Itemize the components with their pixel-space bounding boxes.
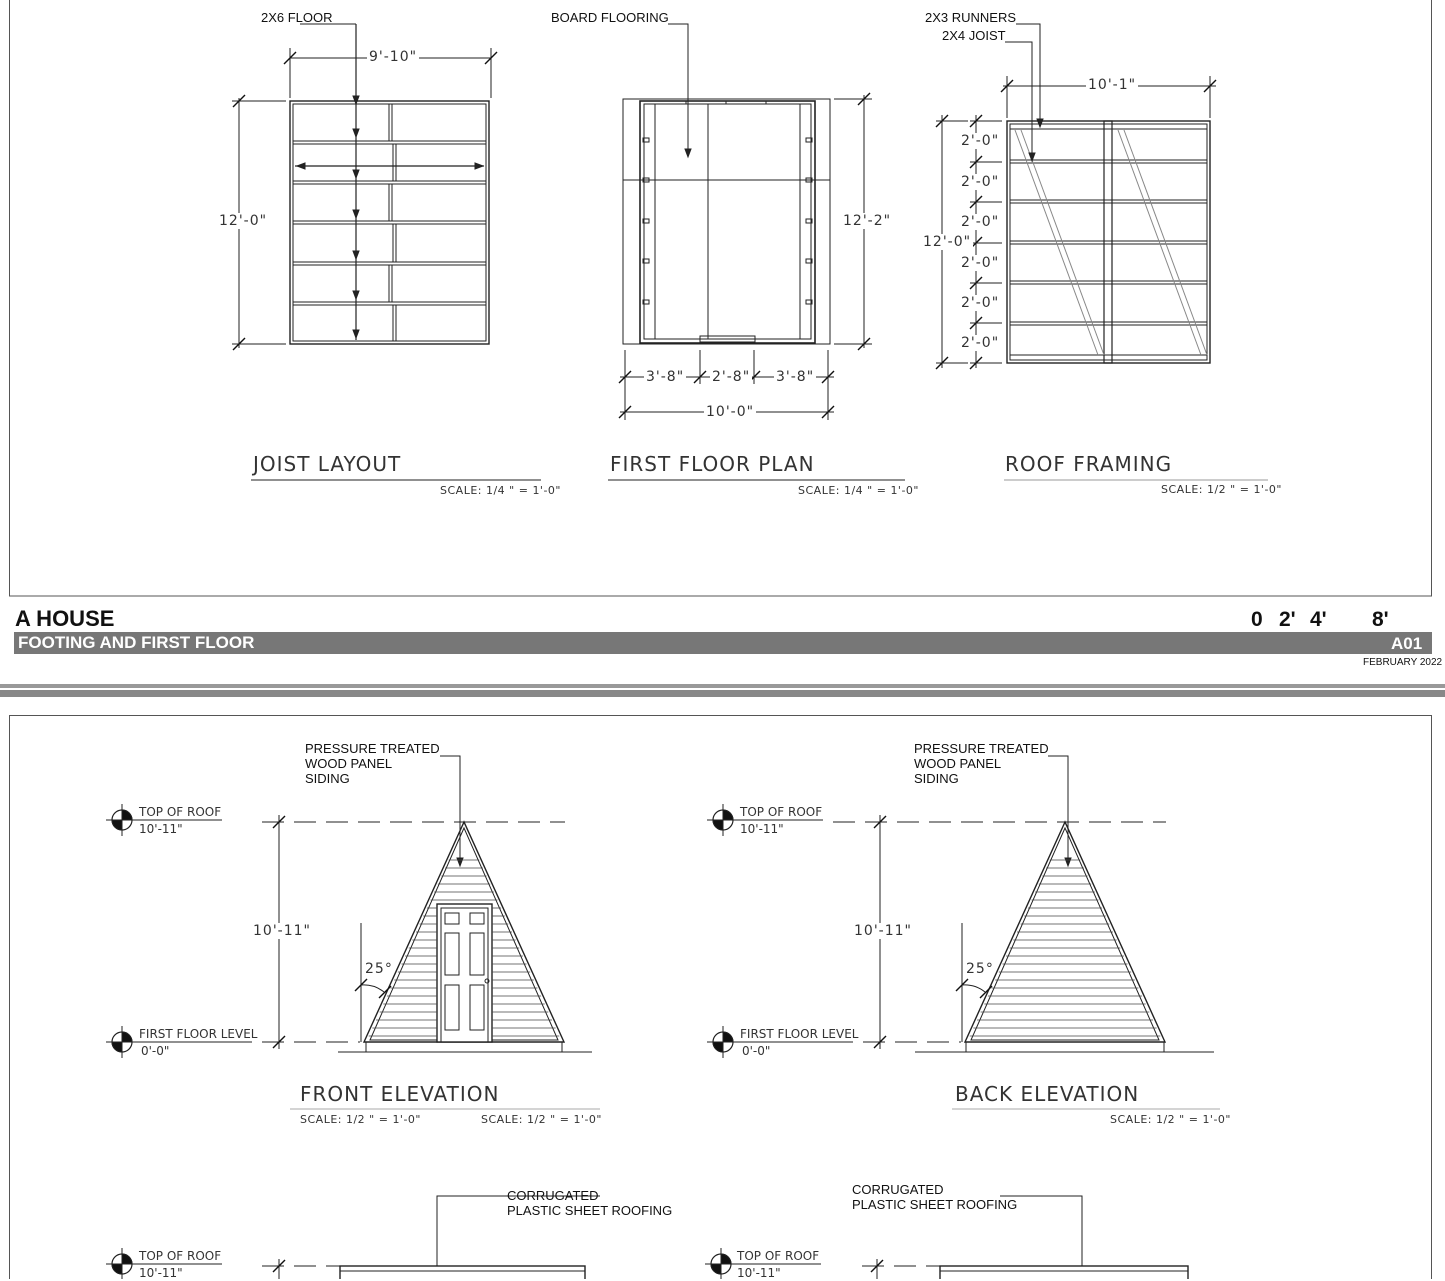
joist-callout: 2X6 FLOOR: [261, 10, 333, 25]
front-top-of-roof-label: TOP OF ROOF: [139, 805, 222, 819]
back-floor-level-value: 0'-0": [742, 1044, 771, 1058]
front-callout-line1: PRESSURE TREATED: [305, 741, 440, 756]
roof-total-dim: 12'-0": [923, 234, 972, 250]
side-right-top-of-roof-value: 10'-11": [737, 1266, 781, 1280]
back-top-of-roof-value: 10'-11": [740, 822, 784, 836]
project-name: A HOUSE: [15, 606, 115, 631]
joist-height-dim: 12'-0": [219, 213, 268, 229]
sheet2-border: [10, 716, 1432, 1280]
back-top-of-roof-label: TOP OF ROOF: [740, 805, 823, 819]
front-floor-level-value: 0'-0": [141, 1044, 170, 1058]
roof-spacing-4: 2'-0": [961, 255, 1000, 271]
side-left-callout-line1: CORRUGATED: [507, 1188, 599, 1203]
first-floor-plan-drawing: [608, 24, 905, 480]
roof-spacing-2: 2'-0": [961, 174, 1000, 190]
plan-dim-total: 10'-0": [706, 404, 755, 420]
front-scale-left: SCALE: 1/2 " = 1'-0": [300, 1113, 421, 1126]
sheet-number: A01: [1391, 634, 1423, 653]
roof-spacing-6: 2'-0": [961, 335, 1000, 351]
scale-label-2: 2': [1279, 608, 1296, 631]
plan-scale: SCALE: 1/4 " = 1'-0": [798, 484, 919, 497]
front-floor-level-label: FIRST FLOOR LEVEL: [139, 1027, 258, 1041]
back-callout-line1: PRESSURE TREATED: [914, 741, 1049, 756]
plan-dim-seg1: 3'-8": [646, 369, 685, 385]
front-callout-line2: WOOD PANEL: [305, 756, 393, 771]
roof-spacing-1: 2'-0": [961, 133, 1000, 149]
front-top-of-roof-value: 10'-11": [139, 822, 183, 836]
back-floor-level-label: FIRST FLOOR LEVEL: [740, 1027, 859, 1041]
side-left-top-of-roof-label: TOP OF ROOF: [139, 1249, 222, 1263]
first-floor-plan-title: FIRST FLOOR PLAN: [610, 452, 815, 476]
roof-width-dim: 10'-1": [1088, 77, 1137, 93]
back-siding-lines: [970, 860, 1161, 1036]
scale-label-0: 0: [1251, 608, 1263, 631]
scale-label-8: 8': [1372, 608, 1389, 631]
plan-height-dim: 12'-2": [843, 213, 892, 229]
front-roof-angle: 25°: [365, 961, 393, 977]
back-roof-angle: 25°: [966, 961, 994, 977]
back-height-dim: 10'-11": [854, 923, 912, 939]
back-callout-line3: SIDING: [914, 771, 959, 786]
back-callout-line2: WOOD PANEL: [914, 756, 1002, 771]
joist-layout-drawing: [232, 24, 541, 480]
roof-spacing-3: 2'-0": [961, 214, 1000, 230]
sheet-title: FOOTING AND FIRST FLOOR: [18, 633, 255, 652]
roof-scale: SCALE: 1/2 " = 1'-0": [1161, 483, 1282, 496]
roof-callout-joist: 2X4 JOIST: [942, 28, 1006, 43]
side-left-top-of-roof-value: 10'-11": [139, 1266, 183, 1280]
front-height-dim: 10'-11": [253, 923, 311, 939]
roof-framing-title: ROOF FRAMING: [1005, 452, 1173, 476]
sheet-date: FEBRUARY 2022: [1363, 657, 1443, 668]
front-elevation-title: FRONT ELEVATION: [300, 1082, 500, 1106]
sheet1-border: [10, 0, 1432, 596]
front-scale-right: SCALE: 1/2 " = 1'-0": [481, 1113, 602, 1126]
plan-callout: BOARD FLOORING: [551, 10, 669, 25]
joist-width-dim: 9'-10": [369, 49, 418, 65]
side-right-callout-line2: PLASTIC SHEET ROOFING: [852, 1197, 1018, 1212]
side-right-callout-line1: CORRUGATED: [852, 1182, 944, 1197]
side-left-callout-line2: PLASTIC SHEET ROOFING: [507, 1203, 673, 1218]
roof-callout-runners: 2X3 RUNNERS: [925, 10, 1017, 25]
scale-label-4: 4': [1310, 608, 1327, 631]
side-right-top-of-roof-label: TOP OF ROOF: [737, 1249, 820, 1263]
plan-dim-seg2: 2'-8": [712, 369, 751, 385]
back-scale: SCALE: 1/2 " = 1'-0": [1110, 1113, 1231, 1126]
back-elevation-title: BACK ELEVATION: [955, 1082, 1140, 1106]
plan-dim-seg3: 3'-8": [776, 369, 815, 385]
roof-spacing-5: 2'-0": [961, 295, 1000, 311]
joist-layout-title: JOIST LAYOUT: [253, 452, 402, 476]
joist-scale: SCALE: 1/4 " = 1'-0": [440, 484, 561, 497]
front-callout-line3: SIDING: [305, 771, 350, 786]
